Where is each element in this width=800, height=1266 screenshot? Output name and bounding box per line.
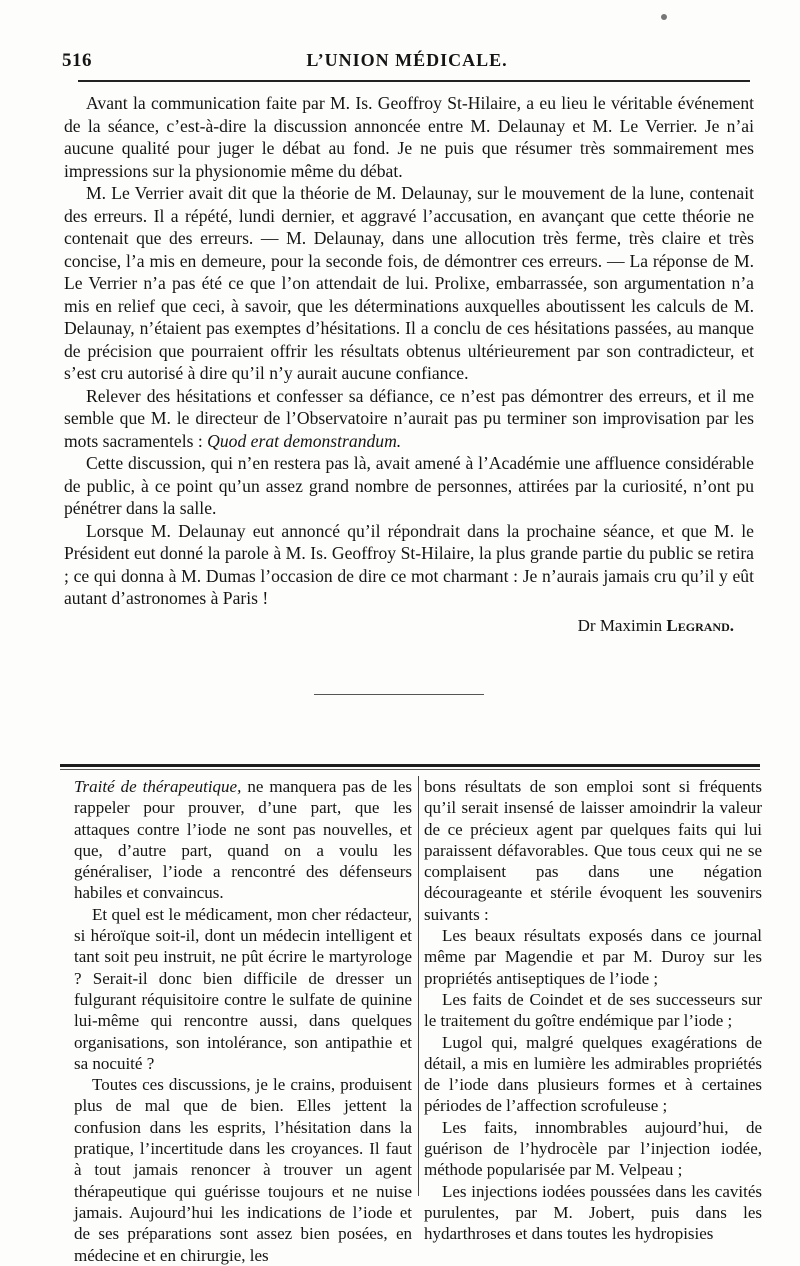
left-paragraph-3: Toutes ces discussions, je le crains, produisent plus de mal que de bien. Elles jettent la confusion dans les esprits, l’hésitation dans la pratique, l’incertitude dans les croyances. Il faut à tout jamais renoncer à trouver un agent thérapeutique qui guérisse toujours et ne nuise jamais. Aujourd’hui les indications de l’iode et de ses préparations sont assez bien posées, en médecine et en chirurgie, les: [74, 1075, 412, 1265]
right-paragraph-2: Les beaux résultats exposés dans ce journal même par Magendie et par M. Duroy sur les propriétés antiseptiques de l’iode ;: [424, 926, 762, 988]
book-title: Traité de thérapeutique,: [74, 777, 242, 796]
page-number: 516: [62, 50, 92, 71]
signature-prefix: Dr Maximin: [577, 615, 663, 635]
academy-report-article: [64, 92, 754, 636]
right-paragraph-1: bons résultats de son emploi sont si fréquents qu’il serait insensé de laisser amoindrir la valeur de ce précieux agent par quelques faits qui lui paraissent défavorables. Que tous ceux qui ne se complaisent pas dans une négation décourageante et stérile évoquent les souvenirs suivants :: [424, 777, 762, 924]
right-column: [424, 776, 762, 1245]
paragraph-2: M. Le Verrier avait dit que la théorie de M. Delaunay, sur le mouvement de la lune, contenait des erreurs. Il a répété, lundi dernier, et aggravé l’accusation, en avançant que cette théorie ne contenait que des erreurs. — M. Delaunay, dans une allocution très ferme, très claire et très concise, l’a mis en demeure, pour la seconde fois, de démontrer ces erreurs. — La réponse de M. Le Verrier n’a pas été ce que l’on attendait de lui. Prolixe, embarrassée, son argumentation n’a mis en relief que ceci, à savoir, que les déterminations auxquelles aboutissent les calculs de M. Delaunay, n’étaient pas exemptes d’hésitations. Il a conclu de ces hésitations passées, au manque de précision que pourraient offrir les résultats obtenus ultérieurement par son contradicteur, et s’est cru autorisé à dire qu’il n’y aurait aucune confiance.: [64, 183, 754, 383]
left-column: [74, 776, 412, 1266]
section-separator: [314, 694, 484, 695]
paragraph-3-text: Relever des hésitations et confesser sa défiance, ce n’est pas démontrer des erreurs, et il me semble que M. le directeur de l’Observatoire n’aurait pas pu terminer son improvisation par les mots sacramentels :: [64, 385, 754, 451]
left-paragraph-2: Et quel est le médicament, mon cher rédacteur, si héroïque soit-il, dont un médecin intelligent et tant soit peu instruit, ne pût écrire le martyrologe ? Serait-il donc bien difficile de dresser un fulgurant réquisitoire contre le sulfate de quinine lui-même qui rencontre aussi, dans quelques organisations, son intolérance, son antipathie et sa nocuité ?: [74, 904, 412, 1073]
left-paragraph-1: [74, 776, 412, 904]
latin-phrase: Quod erat demonstrandum.: [207, 430, 402, 451]
paragraph-5: Lorsque M. Delaunay eut annoncé qu’il répondrait dans la prochaine séance, et que M. le Président eut donné la parole à M. Is. Geoffroy St-Hilaire, la plus grande partie du public se retira ; ce qui donna à M. Dumas l’occasion de dire ce mot charmant : Je n’aurais jamais cru qu’il y eût autant d’astronomes à Paris !: [64, 520, 754, 608]
signature-name: Legrand.: [666, 615, 734, 635]
right-paragraph-5: Les faits, innombrables aujourd’hui, de guérison de l’hydrocèle par l’injection iodée, méthode popularisée par M. Velpeau ;: [424, 1117, 762, 1180]
left-paragraph-1-text: ne manquera pas de les rappeler pour prouver, d’une part, que les attaques contre l’iode ne sont pas nouvelles, et que, d’autre part, quand on a voulu les généraliser, l’iode a rencontré des défenseurs habiles et convaincus.: [74, 777, 412, 903]
right-paragraph-6: Les injections iodées poussées dans les cavités purulentes, par M. Jobert, puis dans les hydarthroses et dans toutes les hydropisies: [424, 1181, 762, 1244]
header-rule: [78, 80, 750, 82]
paragraph-4: Cette discussion, qui n’en restera pas là, avait amené à l’Académie une affluence considérable de public, à ce point qu’un assez grand nombre de personnes, attirées par la curiosité, n’ont pu pénétrer dans la salle.: [64, 453, 754, 518]
right-paragraph-4: Lugol qui, malgré quelques exagérations de détail, a mis en lumière les admirables propriétés de l’iode dans plusieurs formes et à certaines périodes de l’affection scrofuleuse ;: [424, 1032, 762, 1116]
ink-dot: [661, 14, 667, 20]
paragraph-3: [64, 385, 754, 453]
column-divider: [418, 776, 419, 1196]
section-rule-thin: [60, 769, 760, 770]
right-paragraph-3: Les faits de Coindet et de ses successeurs sur le traitement du goître endémique par l’iode ;: [424, 989, 762, 1031]
journal-title: L’UNION MÉDICALE.: [306, 50, 508, 70]
paragraph-1: Avant la communication faite par M. Is. Geoffroy St-Hilaire, a eu lieu le véritable événement de la séance, c’est-à-dire la discussion annoncée entre M. Delaunay et M. Le Verrier. Je n’ai aucune qualité pour juger le débat au fond. Je ne puis que résumer très sommairement mes impressions sur la physionomie même du débat.: [64, 93, 754, 181]
page-header: [62, 50, 752, 74]
section-rule-thick: [60, 764, 760, 767]
author-signature: [64, 616, 754, 636]
